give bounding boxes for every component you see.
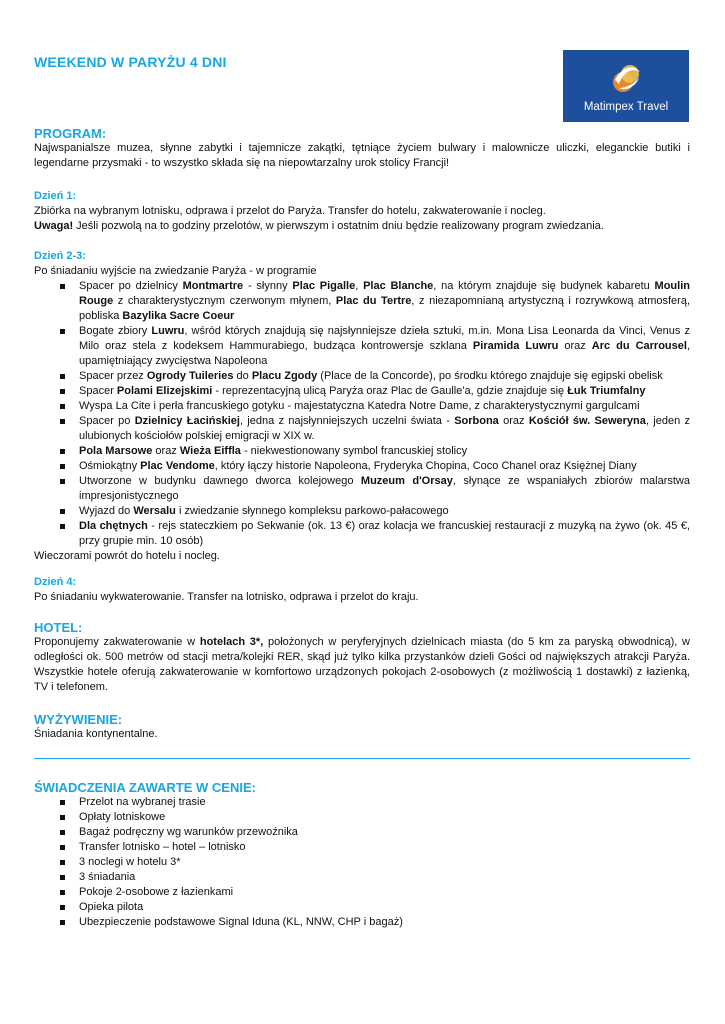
program-section (34, 126, 690, 171)
list-item: Transfer lotnisko – hotel – lotnisko (34, 840, 690, 855)
list-item: Dla chętnych - rejs stateczkiem po Sekwanie (ok. 13 €) oraz kolacja we francuskiej restauracji z muzyką na żywo (ok. 45 €, przy grupie min. 10 osób) (34, 519, 690, 549)
list-item: Spacer po dzielnicy Montmartre - słynny Plac Pigalle, Plac Blanche, na którym znajduje się budynek kabaretu Moulin Rouge z charakterystycznym czerwonym młynem, Plac du Tertre, z niezapomnianą artystyczną i rozrywkową atmosferą, pobliska Bazylika Sacre Coeur (34, 279, 690, 324)
included-heading: ŚWIADCZENIA ZAWARTE W CENIE: (34, 780, 256, 795)
list-item: Wyspa La Cite i perła francuskiego gotyku - majestatyczna Katedra Notre Dame, z charakterystycznymi gargulcami (34, 399, 690, 414)
list-item: Przelot na wybranej trasie (34, 795, 690, 810)
list-item: Wyjazd do Wersalu i zwiedzanie słynnego kompleksu parkowo-pałacowego (34, 504, 690, 519)
day23-label: Dzień 2-3: (34, 250, 86, 262)
hotel-heading: HOTEL: (34, 620, 83, 635)
hotel-text-start: Proponujemy zakwaterowanie w (34, 636, 200, 648)
day23-outro: Wieczorami powrót do hotelu i nocleg. (34, 550, 220, 562)
included-section (34, 780, 690, 930)
hotel-standard: hotelach 3*, (199, 636, 264, 648)
logo-wordmark: Matimpex Travel (583, 101, 669, 113)
list-item: Bogate zbiory Luwru, wśród których znajdują się najsłynniejsze dzieła sztuki, m.in. Mona Lisa Leonarda da Vinci, Venus z Milo oraz stela z kodeksem Hammurabiego, budząca kontrowersje szklana Piramida Luwru oraz Arc du Carrousel, upamiętniający zwycięstwa Napoleona (34, 324, 690, 369)
warning-label: Uwaga! (34, 220, 74, 232)
list-item: Utworzone w budynku dawnego dworca kolejowego Muzeum d'Orsay, słynące ze wspaniałych zbiorów malarstwa impresjonistycznego (34, 474, 690, 504)
day4-section (34, 575, 690, 605)
included-list (34, 795, 690, 930)
list-item: Spacer Polami Elizejskimi - reprezentacyjną ulicą Paryża oraz Plac de Gaulle'a, gdzie znajduje się Łuk Triumfalny (34, 384, 690, 399)
list-item: Ubezpieczenie podstawowe Signal Iduna (KL, NNW, CHP i bagaż) (34, 915, 690, 930)
day4-label: Dzień 4: (34, 576, 77, 588)
page-title: WEEKEND W PARYŻU 4 DNI (34, 54, 227, 70)
day23-intro: Po śniadaniu wyjście na zwiedzanie Paryża - w programie (34, 265, 317, 277)
list-item: 3 noclegi w hotelu 3* (34, 855, 690, 870)
list-item: Spacer przez Ogrody Tuileries do Placu Zgody (Place de la Concorde), po środku którego znajduje się egipski obelisk (34, 369, 690, 384)
day1-label: Dzień 1: (34, 190, 77, 202)
hotel-text-rest: położonych w peryferyjnych dzielnicach miasta (do 5 km za paryską obwodnicą), w odległości ok. 500 metrów od stacji metra/kolejki RER, skąd już tylko kilka przystanków dzieli Gości od największych atrakcji Paryża. Wszystkie hotele oferują zakwaterowanie w komfortowo urządzonych pokojach 2-osobowych (z możliwością 1 dostawki) z łazienką, TV i telefonem. (34, 636, 690, 693)
program-intro: Najwspanialsze muzea, słynne zabytki i tajemnicze zakątki, tętniące życiem bulwary i malownicze uliczki, eleganckie butiki i legendarne przysmaki - to wszystko składa się na niepowtarzalny urok stolicy Francji! (34, 142, 690, 169)
day1-warning (34, 219, 690, 234)
list-item: Spacer po Dzielnicy Łacińskiej, jedna z najsłynniejszych uczelni świata - Sorbona oraz Kościół św. Seweryna, jeden z ulubionych kościołów polskiej emigracji w XIX w. (34, 414, 690, 444)
company-logo (563, 50, 689, 122)
list-item: Opieka pilota (34, 900, 690, 915)
list-item: Pola Marsowe oraz Wieża Eiffla - niekwestionowany symbol francuskiej stolicy (34, 444, 690, 459)
day1-text: Zbiórka na wybranym lotnisku, odprawa i przelot do Paryża. Transfer do hotelu, zakwaterowanie i nocleg. (34, 205, 546, 217)
day4-text: Po śniadaniu wykwaterowanie. Transfer na lotnisko, odprawa i przelot do kraju. (34, 591, 419, 603)
hotel-section (34, 620, 690, 695)
attractions-list (34, 279, 690, 549)
day1-section (34, 189, 690, 234)
list-item: Ośmiokątny Plac Vendome, który łączy historie Napoleona, Fryderyka Chopina, Coco Chanel oraz Księżnej Diany (34, 459, 690, 474)
day23-section (34, 249, 690, 564)
logo-emblem-icon (610, 58, 644, 98)
food-section (34, 712, 690, 742)
food-heading: WYŻYWIENIE: (34, 712, 123, 727)
warning-text: Jeśli pozwolą na to godziny przelotów, w pierwszym i ostatnim dniu będzie realizowany program zwiedzania. (73, 220, 604, 232)
list-item: Bagaż podręczny wg warunków przewoźnika (34, 825, 690, 840)
list-item: Pokoje 2-osobowe z łazienkami (34, 885, 690, 900)
section-divider (34, 758, 690, 759)
hotel-text (34, 635, 690, 695)
list-item: 3 śniadania (34, 870, 690, 885)
list-item: Opłaty lotniskowe (34, 810, 690, 825)
food-text: Śniadania kontynentalne. (34, 728, 158, 740)
program-heading: PROGRAM: (34, 126, 107, 141)
